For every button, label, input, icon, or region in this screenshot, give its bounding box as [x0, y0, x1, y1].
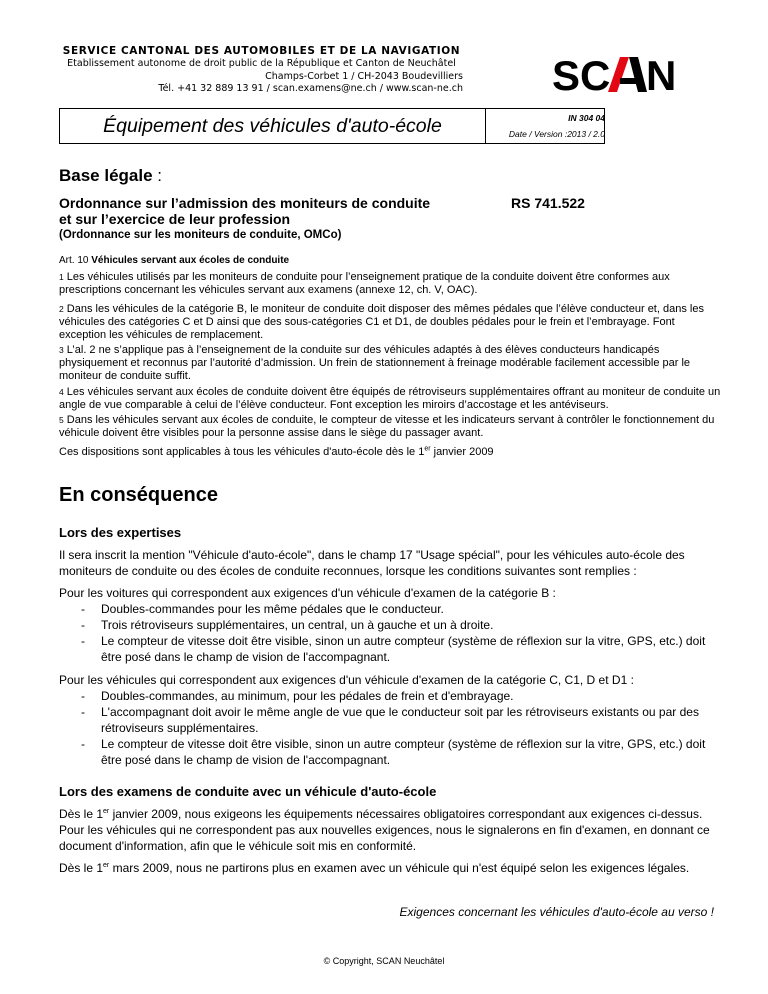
legal-basis-heading: Base légale :: [59, 166, 163, 185]
document-title: Équipement des véhicules d'auto-école: [103, 114, 442, 137]
article-paragraph-4: 4 Les véhicules servant aux écoles de conduite doivent être équipés de rétroviseurs supplémentaires offrant au moniteur de conduite un angle de vue comparable à celui de l’élève conducteur. Font exception les miroirs d’accostage et les antéviseurs.: [59, 386, 721, 411]
org-address: Champs-Corbet 1 / CH-2043 Boudevilliers: [265, 70, 463, 82]
organization-header: [60, 45, 463, 96]
cars-requirements: [59, 585, 719, 665]
org-subtitle: Etablissement autonome de droit public de la République et Canton de Neuchâtel: [67, 58, 456, 69]
document-version: Date / Version :2013 / 2.0: [508, 129, 605, 139]
exams-paragraph-2: Dès le 1er mars 2009, nous ne partirons plus en examen avec un véhicule qui n'est équipé selon les exigences légales.: [59, 861, 690, 875]
applicability-note: Ces dispositions sont applicables à tous les véhicules d'auto-école dès le 1er janvier 2009: [59, 445, 494, 458]
list-item: - Le compteur de vitesse doit être visible, sinon un autre compteur (système de réflexion sur la vitre, GPS, etc.) doit être posé dans le champ de vision de l'accompagnant.: [59, 633, 719, 665]
expertises-heading: Lors des expertises: [59, 525, 182, 540]
ordinance-title: Ordonnance sur l’admission des moniteurs de conduite et sur l’exercice de leur profession: [59, 195, 431, 227]
list-item: - L'accompagnant doit avoir le même angle de vue que le conducteur soit par les rétroviseurs existants ou par des rétroviseurs supplémentaires.: [59, 704, 719, 736]
exams-heading: Lors des examens de conduite avec un véhicule d'auto-école: [59, 784, 437, 799]
scan-logo: [550, 52, 680, 96]
title-box: [59, 108, 605, 144]
list-item: - Le compteur de vitesse doit être visible, sinon un autre compteur (système de réflexion sur la vitre, GPS, etc.) doit être posé dans le champ de vision de l'accompagnant.: [59, 736, 719, 768]
rs-number: RS 741.522: [511, 195, 585, 211]
article-paragraph-1: 1 Les véhicules utilisés par les moniteurs de conduite pour l’enseignement pratique de la conduite doivent être conformes aux prescriptions concernant les véhicules servant aux examens (annexe 12, ch. V, OAC).: [59, 271, 670, 296]
trucks-intro: Pour les véhicules qui correspondent aux exigences d'un véhicule d'examen de la catégorie C, C1, D et D1 :: [59, 673, 634, 687]
org-name: SERVICE CANTONAL DES AUTOMOBILES ET DE LA NAVIGATION: [62, 45, 461, 57]
document-id: IN 304 04: [568, 113, 605, 123]
list-item: - Trois rétroviseurs supplémentaires, un central, un à gauche et un à droite.: [59, 617, 719, 633]
article-paragraph-2: 2 Dans les véhicules de la catégorie B, le moniteur de conduite doit disposer des mêmes pédales que l’élève conducteur et, dans les véhicules des catégories C et D ainsi que des sous-catégories C1 et D1, de doubles pédales pour le frein et l’embrayage. Font exception les véhicules de remplacement.: [59, 303, 704, 341]
article-paragraph-5: 5 Dans les véhicules servant aux écoles de conduite, le compteur de vitesse et les indicateurs servant à contrôler le fonctionnement du véhicule doivent être visibles pour la personne assise dans le siège du passager avant.: [59, 414, 715, 439]
verso-note: Exigences concernant les véhicules d'auto-école au verso !: [399, 905, 714, 919]
trucks-requirements: [59, 672, 719, 768]
logo-text-right: N: [646, 52, 677, 96]
trucks-list: [59, 688, 719, 768]
document-meta: [485, 109, 605, 143]
consequence-heading: En conséquence: [59, 484, 218, 506]
expertises-intro: Il sera inscrit la mention "Véhicule d'auto-école", dans le champ 17 "Usage spécial", pour les véhicules auto-école des moniteurs de conduite ou des écoles de conduite reconnues, lorsque les conditions suivantes sont remplies :: [59, 548, 685, 578]
cars-list: [59, 601, 719, 665]
exams-paragraph-1: Dès le 1er janvier 2009, nous exigeons les équipements nécessaires obligatoires correspondant aux exigences ci-dessus. Pour les véhicules qui ne correspondent pas aux nouvelles exigences, nous le signalerons en fin d'examen, en donnant ce document d'information, afin que le véhicule soit mis en conformité.: [59, 807, 710, 853]
cars-intro: Pour les voitures qui correspondent aux exigences d'un véhicule d'examen de la catégorie B :: [59, 586, 556, 600]
ordinance-short: (Ordonnance sur les moniteurs de conduite, OMCo): [59, 229, 342, 241]
list-item: - Doubles-commandes, au minimum, pour les pédales de frein et d'embrayage.: [59, 688, 719, 704]
article-paragraph-3: 3 L’al. 2 ne s’applique pas à l’enseignement de la conduite sur des véhicules adaptés à des élèves conducteurs handicapés physiquement et reconnus par l’autorité d’admission. Un frein de stationnement à freinage modérable facilement accessible par le moniteur de conduite suffit.: [59, 344, 691, 382]
article-heading: Art. 10 Véhicules servant aux écoles de conduite: [59, 255, 290, 266]
list-item: - Doubles-commandes pour les même pédales que le conducteur.: [59, 601, 719, 617]
org-contact: Tél. +41 32 889 13 91 / scan.examens@ne.ch / www.scan-ne.ch: [158, 83, 463, 94]
copyright-footer: © Copyright, SCAN Neuchâtel: [323, 956, 445, 966]
logo-text-left: SC: [552, 52, 611, 96]
